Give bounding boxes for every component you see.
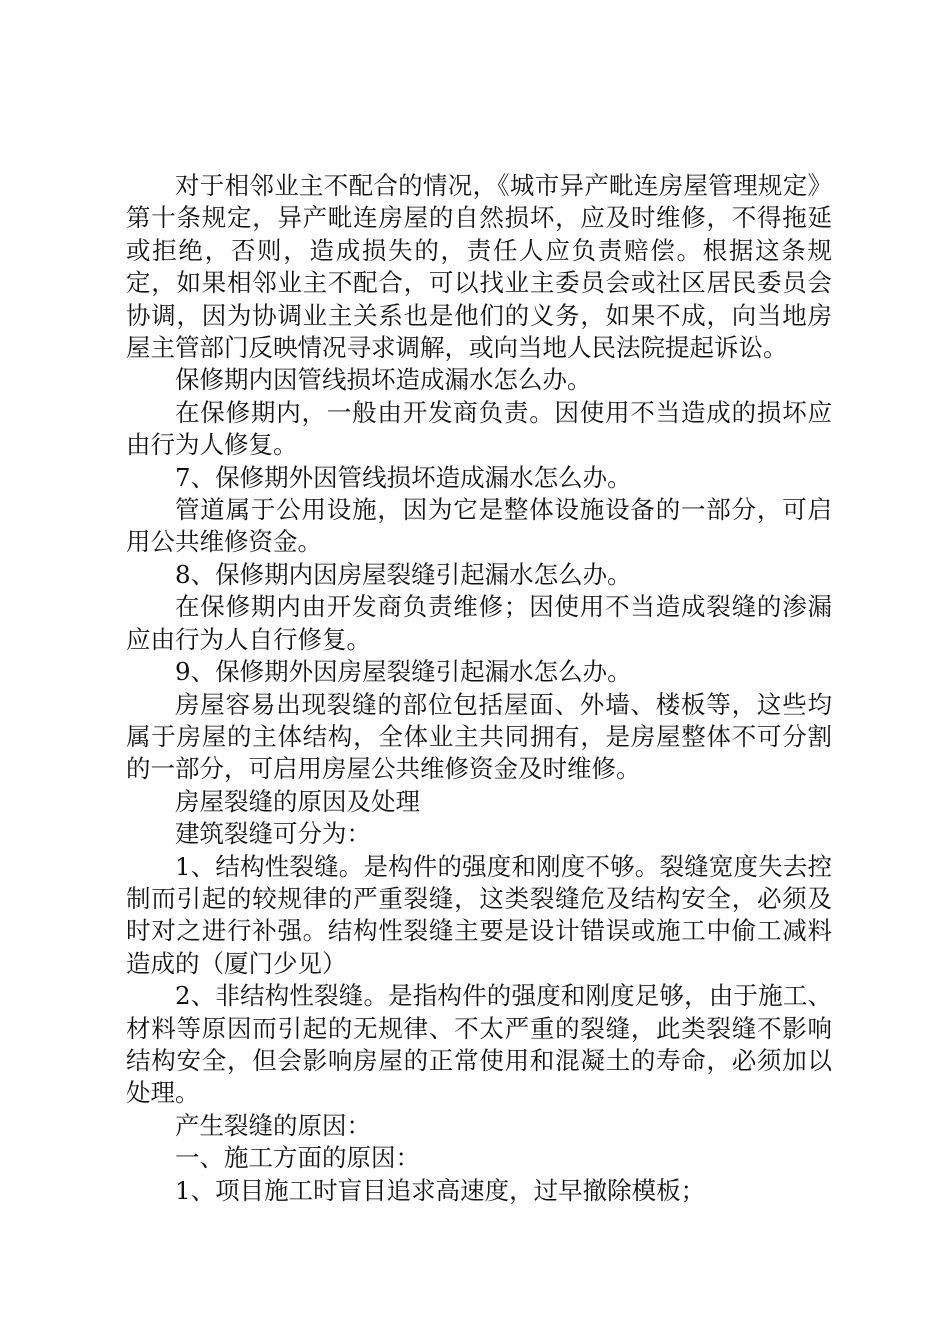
list-item-early-formwork-removal: 1、项目施工时盲目追求高速度，过早撤除模板； — [175, 1175, 706, 1205]
heading-crack-leak-in-warranty: 8、保修期内因房屋裂缝引起漏水怎么办。 — [175, 559, 632, 589]
paragraph-pipe-leak-out-warranty: 管道属于公用设施，因为它是整体设施设备的一部分，可启用公共维修资金。 — [126, 495, 832, 557]
paragraph-structural-cracks: 1、结构性裂缝。是构件的强度和刚度不够。裂缝宽度失去控制而引起的较规律的严重裂缝，这类裂缝危及结构安全，必须及时对之进行补强。结构性裂缝主要是设计错误或施工中偷工减料造成的（厦门少见） — [126, 851, 832, 978]
paragraph-adjacent-owners: 对于相邻业主不配合的情况，《城市异产毗连房屋管理规定》第十条规定，异产毗连房屋的自然损坏，应及时维修，不得拖延或拒绝，否则，造成损失的，责任人应负责赔偿。根据这条规定，如果相邻业主不配合，可以找业主委员会或社区居民委员会协调，因为协调业主关系也是他们的义务，如果不成，向当地房屋主管部门反映情况寻求调解，或向当地人民法院提起诉讼。 — [126, 171, 832, 363]
heading-crack-reasons: 产生裂缝的原因： — [175, 1110, 371, 1140]
heading-construction-reasons: 一、施工方面的原因： — [175, 1143, 420, 1173]
document-body — [126, 170, 832, 1207]
heading-pipe-leak-out-warranty: 7、保修期外因管线损坏造成漏水怎么办。 — [175, 462, 632, 492]
paragraph-nonstructural-cracks: 2、非结构性裂缝。是指构件的强度和刚度足够，由于施工、材料等原因而引起的无规律、不太严重的裂缝，此类裂缝不影响结构安全，但会影响房屋的正常使用和混凝土的寿命，必须加以处理。 — [126, 981, 832, 1108]
paragraph-crack-types-intro: 建筑裂缝可分为： — [175, 819, 371, 849]
paragraph-crack-leak-in-warranty: 在保修期内由开发商负责维修；因使用不当造成裂缝的渗漏应由行为人自行修复。 — [126, 592, 832, 654]
paragraph-crack-leak-out-warranty: 房屋容易出现裂缝的部位包括屋面、外墙、楼板等，这些均属于房屋的主体结构，全体业主共同拥有，是房屋整体不可分割的一部分，可启用房屋公共维修资金及时维修。 — [126, 689, 832, 784]
heading-pipe-leak-in-warranty: 保修期内因管线损坏造成漏水怎么办。 — [175, 365, 592, 395]
paragraph-pipe-leak-in-warranty: 在保修期内，一般由开发商负责。因使用不当造成的损坏应由行为人修复。 — [126, 397, 832, 460]
heading-crack-causes: 房屋裂缝的原因及处理 — [175, 786, 420, 816]
heading-crack-leak-out-warranty: 9、保修期外因房屋裂缝引起漏水怎么办。 — [175, 657, 632, 687]
